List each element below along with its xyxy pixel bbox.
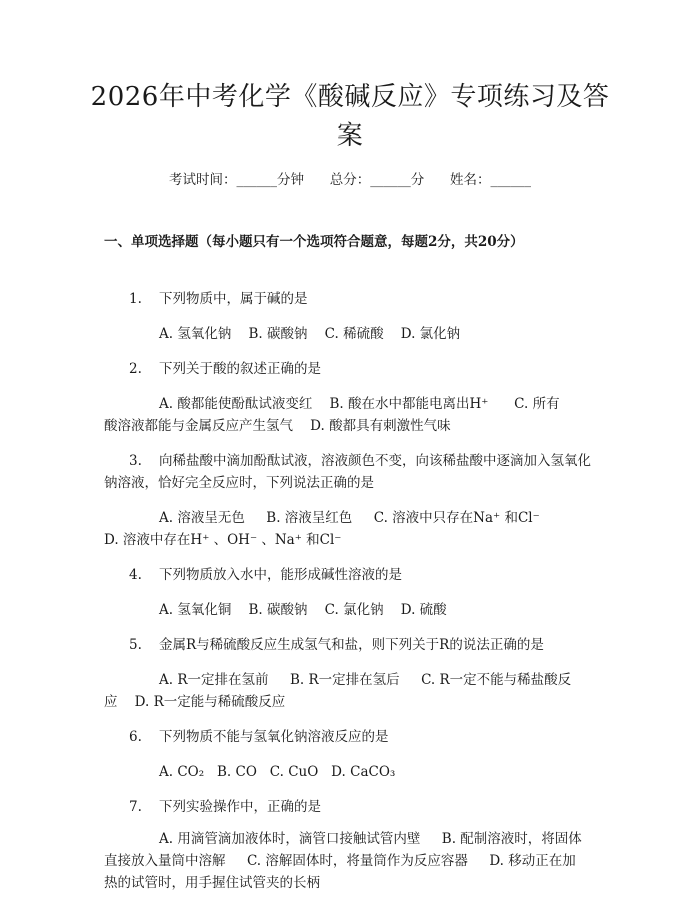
- options-line: D. 溶液中存在H⁺ 、OH⁻ 、Na⁺ 和Cl⁻: [104, 532, 342, 548]
- question-1-options: [104, 323, 600, 345]
- options-line: A. 溶液呈无色 B. 溶液呈红色 C. 溶液中只存在Na⁺ 和Cl⁻: [159, 510, 540, 526]
- page-title: 2026年中考化学《酸碱反应》专项练习及答案: [90, 82, 610, 151]
- question-5-options: [104, 669, 600, 713]
- question-text: 向稀盐酸中滴加酚酞试液，溶液颜色不变，向该稀盐酸中逐滴加入氢氧化: [159, 453, 591, 469]
- question-4-options: [104, 599, 600, 621]
- options-line: A. R一定排在氢前 B. R一定排在氢后 C. R一定不能与稀盐酸反: [159, 672, 572, 688]
- question-text: 金属R与稀硫酸反应生成氢气和盐，则下列关于R的说法正确的是: [159, 637, 544, 653]
- question-7-options: [104, 828, 600, 894]
- options-line: A. 氢氧化钠 B. 碳酸钠 C. 稀硫酸 D. 氯化钠: [159, 326, 461, 342]
- exam-meta-line: 考试时间：______分钟 总分：______分 姓名：______: [169, 172, 531, 188]
- options-line: A. CO₂ B. CO C. CuO D. CaCO₃: [159, 764, 396, 780]
- question-text: 下列物质不能与氢氧化钠溶液反应的是: [159, 729, 389, 745]
- question-text: 下列物质放入水中，能形成碱性溶液的是: [159, 567, 402, 583]
- question-number: 4.: [129, 567, 142, 583]
- question-text: 下列实验操作中，正确的是: [159, 799, 321, 815]
- options-line: 直接放入量筒中溶解 C. 溶解固体时，将量筒作为反应容器 D. 移动正在加: [104, 853, 576, 869]
- question-3-options: [104, 507, 600, 551]
- question-number: 2.: [129, 361, 142, 377]
- question-number: 5.: [129, 637, 142, 653]
- question-text: 钠溶液，恰好完全反应时，下列说法正确的是: [104, 475, 374, 491]
- question-number: 6.: [129, 729, 142, 745]
- options-line: A. 酸都能使酚酞试液变红 B. 酸在水中都能电离出H⁺ C. 所有: [159, 396, 560, 412]
- options-line: 应 D. R一定能与稀硫酸反应: [104, 694, 286, 710]
- question-2-options: [104, 393, 600, 437]
- question-6-options: [104, 761, 600, 783]
- question-number: 7.: [129, 799, 142, 815]
- options-line: 热的试管时，用手握住试管夹的长柄: [104, 875, 320, 891]
- question-text: 下列物质中，属于碱的是: [159, 291, 308, 307]
- options-line: A. 用滴管滴加液体时，滴管口接触试管内壁 B. 配制溶液时，将固体: [159, 831, 582, 847]
- options-line: 酸溶液都能与金属反应产生氢气 D. 酸都具有刺激性气味: [104, 418, 451, 434]
- section-heading: 一、单项选择题（每小题只有一个选项符合题意，每题2分，共20分）: [104, 234, 524, 250]
- options-line: A. 氢氧化铜 B. 碳酸钠 C. 氯化钠 D. 硫酸: [159, 602, 447, 618]
- question-number: 1.: [129, 291, 142, 307]
- question-number: 3.: [129, 453, 142, 469]
- question-text: 下列关于酸的叙述正确的是: [159, 361, 321, 377]
